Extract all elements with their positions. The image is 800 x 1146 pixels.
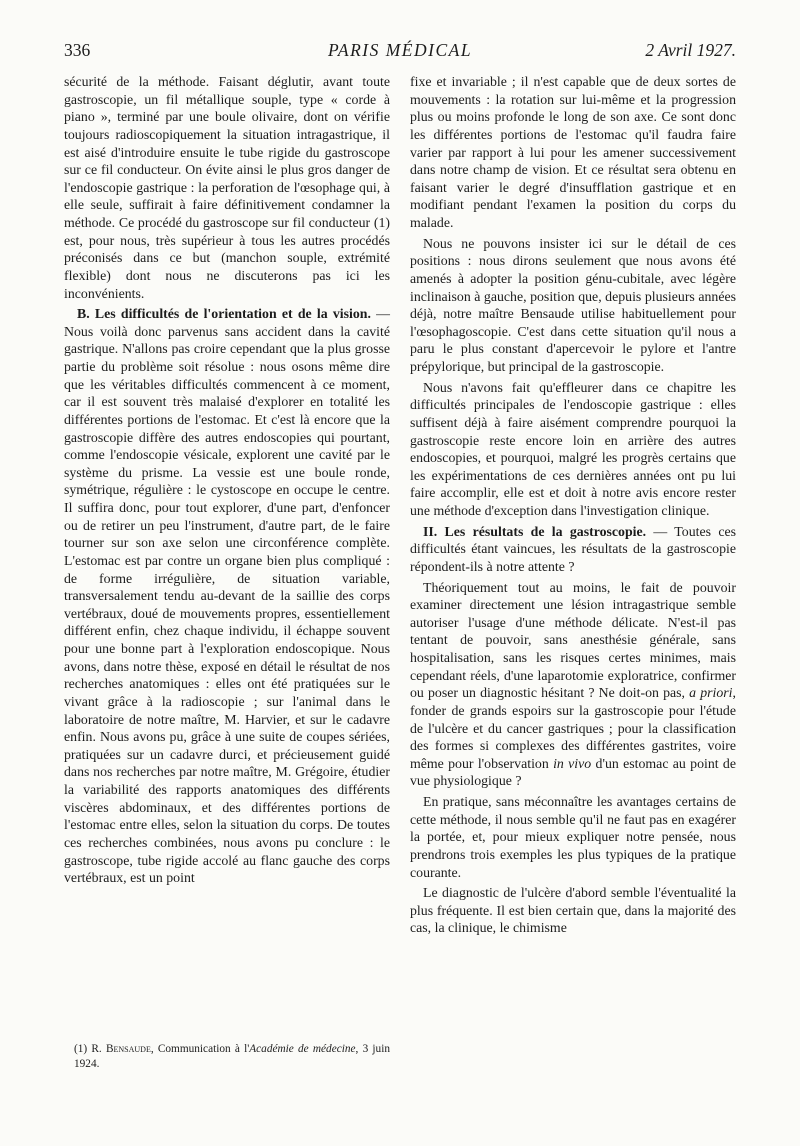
running-header: [64, 40, 736, 66]
left-column: [64, 73, 390, 887]
text-run: Théoriquement tout au moins, le fait de pouvoir examiner directement une lésion intragastrique semble autoriser l'usage d'une méthode délicate. N'est-il pas tentant de pouvoir, sans anesthésie générale, sans hospitalisation, sans les risques certes minimes, mais cependant réels, d'une laparotomie exploratrice, confirmer ou poser un diagnostic hésitant ? Ne doit-on pas,: [410, 579, 736, 701]
text-run: , fonder de grands espoirs sur la gastroscopie pour l'étude de l'ulcère et du cancer gastriques ; pour la classification des formes si complexes des différentes gastrites, voire même pour l'observation: [410, 685, 736, 771]
section-ii-paragraph: [410, 523, 736, 576]
page-number: 336: [64, 40, 91, 60]
italic-term: a priori: [689, 685, 733, 701]
section-ii-heading: II. Les résultats de la gastroscopie.: [423, 523, 647, 539]
journal-title: PARIS MÉDICAL: [327, 40, 473, 60]
paragraph: [410, 579, 736, 791]
footnote-journal: Académie de médecine: [249, 1043, 356, 1055]
paragraph: Le diagnostic de l'ulcère d'abord semble l'éventualité la plus fréquente. Il est bien certain que, dans la majorité des cas, la clinique, le chimisme: [410, 885, 736, 936]
footnote-author: R. Bensaude: [91, 1043, 151, 1055]
footnote-marker: (1): [74, 1043, 92, 1055]
paragraph: sécurité de la méthode. Faisant déglutir, avant toute gastroscopie, un fil métallique souple, type « corde à piano », terminé par une boule olivaire, dont on vérifie toujours radioscopiquement la situation intragastrique, il est aisé d'introduire ensuite le tube rigide du gastroscope sur ce fil conducteur. On évite ainsi le plus gros danger de l'endoscopie gastrique : la perforation de l'œsophage qui, à elle seule, suffirait à faire définitivement condamner la méthode. Ce procédé du gastroscope sur fil conducteur (1) est, pour nous, très supérieur à tous les autres procédés préconisés dans ce but (manchon souple, extrémité flexible) dont nous ne discuterons pas ici les inconvénients.: [64, 74, 390, 301]
issue-date: 2 Avril 1927.: [645, 40, 736, 60]
paragraph: Nous n'avons fait qu'effleurer dans ce chapitre les difficultés principales de l'endoscopie gastrique : elles suffisent déjà à faire aisément comprendre pourquoi la gastroscopie reste encore loin en arrière des autres endoscopies, et pourquoi, malgré les progrès certains que les expérimentations de ces dernières années ont pu lui faire accomplir, elle est et doit à notre avis encore rester une méthode d'exception dans l'investigation clinique.: [410, 379, 736, 518]
footnote-date: , 3 juin 1924.: [74, 1043, 390, 1070]
footnote: [74, 1042, 390, 1071]
section-ii-text: — Toutes ces difficultés étant vaincues, les résultats de la gastroscopie répondent-ils à notre attente ?: [410, 523, 736, 574]
section-b-paragraph: [64, 305, 390, 887]
section-b-text: — Nous voilà donc parvenus sans accident dans la cavité gastrique. N'allons pas croire cependant que la plus grosse partie du problème soit résolue : nous osons même dire que les véritables difficultés commencent à ce moment, car il est souvent très malaisé d'explorer en totalité les différentes portions de l'estomac. Et c'est là encore que la gastroscopie diffère des autres endoscopies qui pourtant, comme l'endoscopie vésicale, explorent une cavité par le système du prisme. La vessie est une boule ronde, symétrique, régulière : le cystoscope en occupe le centre. Il suffira donc, pour tout explorer, d'une part, d'enfoncer ou de retirer un peu l'instrument, d'autre part, de le faire tourner sur son axe selon une circonférence complète. L'estomac est par contre un organe bien plus compliqué : de forme irrégulière, de situation variable, transversalement tendu au-devant de la saillie des corps vertébraux, doué de mouvements propres, essentiellement différent enfin, chez chaque individu, il échappe souvent pour une bonne part à l'exploration endoscopique. Nous avons, dans notre thèse, exposé en détail le résultat de nos recherches anatomiques : elles ont été pratiquées sur le vivant grâce à la radioscopie ; sur l'animal dans le laboratoire de notre maître, M. Harvier, et sur le cadavre enfin. Nous avons pu, grâce à une suite de coupes sériées, pratiquées sur un cadavre durci, et précieusement guidé dans nos recherches par notre maître, M. Grégoire, étudier la variabilité des rapports anatomiques des différents viscères abdominaux, et des différentes portions de l'estomac entre elles, selon la situation du corps. De toutes ces recherches combinées, nous avons pu conclure : le gastroscope, tube rigide accolé au flanc gauche des corps vertébraux, est un point: [64, 306, 390, 886]
paragraph: En pratique, sans méconnaître les avantages certains de cette méthode, il nous semble qu'il ne faut pas en exagérer la portée, et, pour mieux expliquer notre pensée, nous prendrons trois exemples les plus typiques de la pratique courante.: [410, 794, 736, 880]
text-run: d'un estomac au point de vue physiologique ?: [410, 755, 736, 789]
right-column: [410, 73, 736, 937]
italic-term: in vivo: [553, 755, 592, 771]
paragraph: fixe et invariable ; il n'est capable que de deux sortes de mouvements : la rotation sur lui-même et la progression plus ou moins profonde le long de son axe. Ce sont donc les différentes portions de l'estomac qu'il faudra faire varier par rapport à lui pour les amener successivement dans notre champ de vision. Et ce résultat sera obtenu en faisant varier le degré d'insufflation gastrique et en modifiant pendant l'examen la position du corps du malade.: [410, 74, 736, 230]
section-b-heading: B. Les difficultés de l'orientation et de la vision.: [77, 306, 371, 322]
paragraph: Nous ne pouvons insister ici sur le détail de ces positions : nous dirons seulement que nous avons été amenés à adopter la position génu-cubitale, avec légère inclinaison à gauche, position que, depuis plusieurs années déjà, notre maître Bensaude utilise habituellement pour l'œsophagoscopie. C'est dans cette situation qu'il nous a paru le plus constant d'apercevoir le pylore et l'antre prépylorique, but principal de la gastroscopie.: [410, 235, 736, 374]
footnote-text: , Communication à l': [150, 1043, 250, 1055]
